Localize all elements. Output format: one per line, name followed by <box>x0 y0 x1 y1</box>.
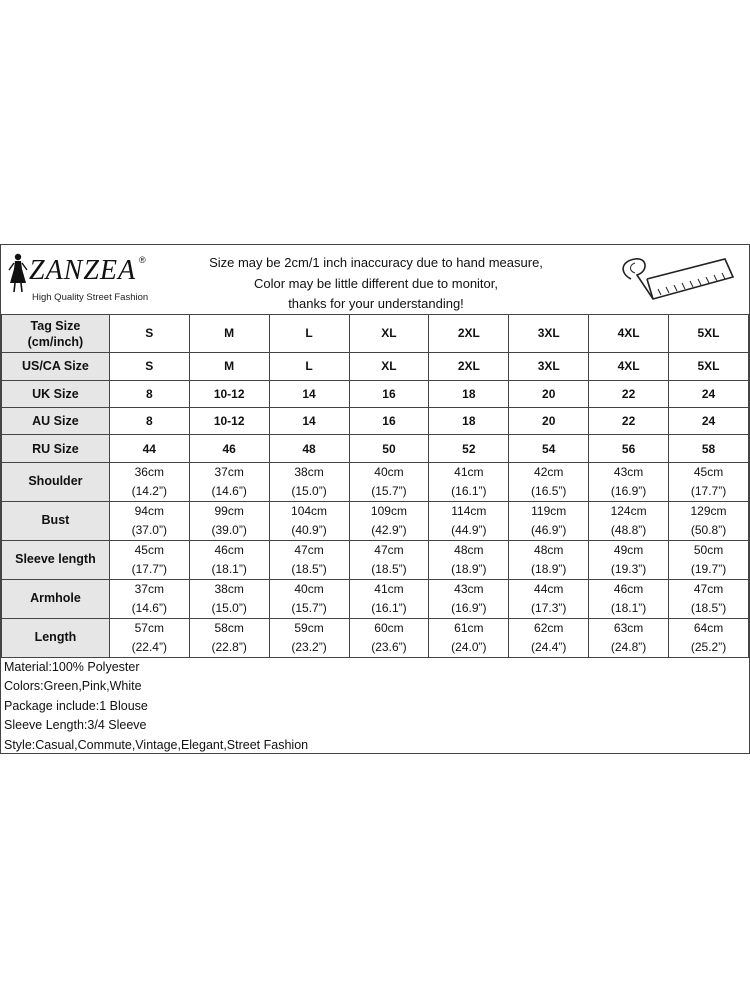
size-cell: 14 <box>269 407 349 434</box>
size-cell: 22 <box>589 407 669 434</box>
measure-cell: 61cm (24.0”) <box>429 618 509 657</box>
measure-cell: 44cm (17.3”) <box>509 579 589 618</box>
size-cell: 5XL <box>669 353 749 380</box>
measure-cell: 45cm (17.7”) <box>669 462 749 501</box>
measure-cell: 124cm (48.8”) <box>589 501 669 540</box>
measure-row <box>2 618 749 657</box>
row-header: Tag Size (cm/inch) <box>2 315 110 353</box>
info-material: Material:100% Polyester <box>4 660 140 674</box>
row-header: AU Size <box>2 407 110 434</box>
measuring-tape-icon <box>613 249 743 311</box>
size-row <box>2 407 749 434</box>
size-cell: 22 <box>589 380 669 407</box>
measure-cell: 40cm (15.7”) <box>269 579 349 618</box>
notice-line: thanks for your understanding! <box>288 296 464 311</box>
size-cell: M <box>189 353 269 380</box>
measure-cell: 37cm (14.6”) <box>109 579 189 618</box>
size-cell: S <box>109 353 189 380</box>
size-row <box>2 380 749 407</box>
brand-logo <box>5 251 165 309</box>
size-cell: 48 <box>269 435 349 462</box>
size-cell: 18 <box>429 407 509 434</box>
measure-cell: 59cm (23.2”) <box>269 618 349 657</box>
size-cell: L <box>269 353 349 380</box>
measure-cell: 42cm (16.5”) <box>509 462 589 501</box>
measure-cell: 43cm (16.9”) <box>589 462 669 501</box>
measure-cell: 46cm (18.1”) <box>189 540 269 579</box>
size-cell: 8 <box>109 407 189 434</box>
measure-cell: 47cm (18.5”) <box>349 540 429 579</box>
brand-tagline: High Quality Street Fashion <box>32 292 149 303</box>
measure-cell: 36cm (14.2”) <box>109 462 189 501</box>
size-cell: 3XL <box>509 353 589 380</box>
row-header: RU Size <box>2 435 110 462</box>
measure-cell: 38cm (15.0”) <box>269 462 349 501</box>
size-cell: 5XL <box>669 315 749 353</box>
measure-cell: 64cm (25.2”) <box>669 618 749 657</box>
info-style: Style:Casual,Commute,Vintage,Elegant,Street Fashion <box>4 737 309 752</box>
measure-cell: 49cm (19.3”) <box>589 540 669 579</box>
size-table <box>1 314 749 658</box>
size-cell: 58 <box>669 435 749 462</box>
size-cell: XL <box>349 315 429 353</box>
size-cell: 4XL <box>589 315 669 353</box>
measure-cell: 41cm (16.1”) <box>349 579 429 618</box>
measure-cell: 47cm (18.5”) <box>669 579 749 618</box>
row-header: US/CA Size <box>2 353 110 380</box>
size-cell: 10-12 <box>189 380 269 407</box>
brand-name: ZANZEA <box>29 255 137 286</box>
size-cell: 4XL <box>589 353 669 380</box>
size-cell: 20 <box>509 380 589 407</box>
measure-row <box>2 501 749 540</box>
size-chart <box>0 244 750 754</box>
size-row <box>2 435 749 462</box>
measure-cell: 47cm (18.5”) <box>269 540 349 579</box>
measure-cell: 119cm (46.9”) <box>509 501 589 540</box>
size-cell: 14 <box>269 380 349 407</box>
size-cell: XL <box>349 353 429 380</box>
measure-cell: 114cm (44.9”) <box>429 501 509 540</box>
measure-notice <box>181 253 571 315</box>
size-cell: 46 <box>189 435 269 462</box>
size-cell: M <box>189 315 269 353</box>
row-header: Bust <box>2 501 110 540</box>
size-cell: 52 <box>429 435 509 462</box>
measure-cell: 104cm (40.9”) <box>269 501 349 540</box>
measure-cell: 45cm (17.7”) <box>109 540 189 579</box>
size-cell: 44 <box>109 435 189 462</box>
measure-cell: 48cm (18.9”) <box>429 540 509 579</box>
measure-cell: 94cm (37.0”) <box>109 501 189 540</box>
size-cell: 8 <box>109 380 189 407</box>
row-header: UK Size <box>2 380 110 407</box>
row-header: Length <box>2 618 110 657</box>
size-cell: 24 <box>669 380 749 407</box>
info-colors: Colors:Green,Pink,White <box>4 679 142 694</box>
size-cell: 54 <box>509 435 589 462</box>
size-cell: 16 <box>349 407 429 434</box>
measure-cell: 99cm (39.0”) <box>189 501 269 540</box>
measure-cell: 63cm (24.8”) <box>589 618 669 657</box>
measure-cell: 41cm (16.1”) <box>429 462 509 501</box>
info-sleeve-length: Sleeve Length:3/4 Sleeve <box>4 718 147 733</box>
size-row <box>2 353 749 380</box>
row-header: Sleeve length <box>2 540 110 579</box>
size-cell: L <box>269 315 349 353</box>
size-cell: S <box>109 315 189 353</box>
measure-cell: 46cm (18.1”) <box>589 579 669 618</box>
size-cell: 24 <box>669 407 749 434</box>
row-header: Armhole <box>2 579 110 618</box>
size-cell: 56 <box>589 435 669 462</box>
size-cell: 2XL <box>429 315 509 353</box>
size-cell: 18 <box>429 380 509 407</box>
woman-silhouette-icon <box>5 253 31 293</box>
measure-cell: 43cm (16.9”) <box>429 579 509 618</box>
chart-header <box>1 245 749 315</box>
size-row <box>2 315 749 353</box>
size-cell: 2XL <box>429 353 509 380</box>
size-cell: 20 <box>509 407 589 434</box>
measure-cell: 129cm (50.8”) <box>669 501 749 540</box>
notice-line: Color may be little different due to monitor, <box>254 275 498 291</box>
size-cell: 3XL <box>509 315 589 353</box>
info-package: Package include:1 Blouse <box>4 698 148 713</box>
measure-cell: 58cm (22.8”) <box>189 618 269 657</box>
measure-row <box>2 579 749 618</box>
measure-cell: 37cm (14.6”) <box>189 462 269 501</box>
measure-cell: 60cm (23.6”) <box>349 618 429 657</box>
measure-cell: 48cm (18.9”) <box>509 540 589 579</box>
measure-row <box>2 540 749 579</box>
size-cell: 16 <box>349 380 429 407</box>
measure-cell: 38cm (15.0”) <box>189 579 269 618</box>
row-header: Shoulder <box>2 462 110 501</box>
product-info <box>1 654 749 755</box>
registered-mark: ® <box>139 255 146 265</box>
measure-row <box>2 462 749 501</box>
notice-line: Size may be 2cm/1 inch inaccuracy due to hand measure, <box>209 255 543 270</box>
size-cell: 50 <box>349 435 429 462</box>
size-cell: 10-12 <box>189 407 269 434</box>
measure-cell: 50cm (19.7”) <box>669 540 749 579</box>
measure-cell: 40cm (15.7”) <box>349 462 429 501</box>
measure-cell: 57cm (22.4”) <box>109 618 189 657</box>
measure-cell: 62cm (24.4”) <box>509 618 589 657</box>
measure-cell: 109cm (42.9”) <box>349 501 429 540</box>
